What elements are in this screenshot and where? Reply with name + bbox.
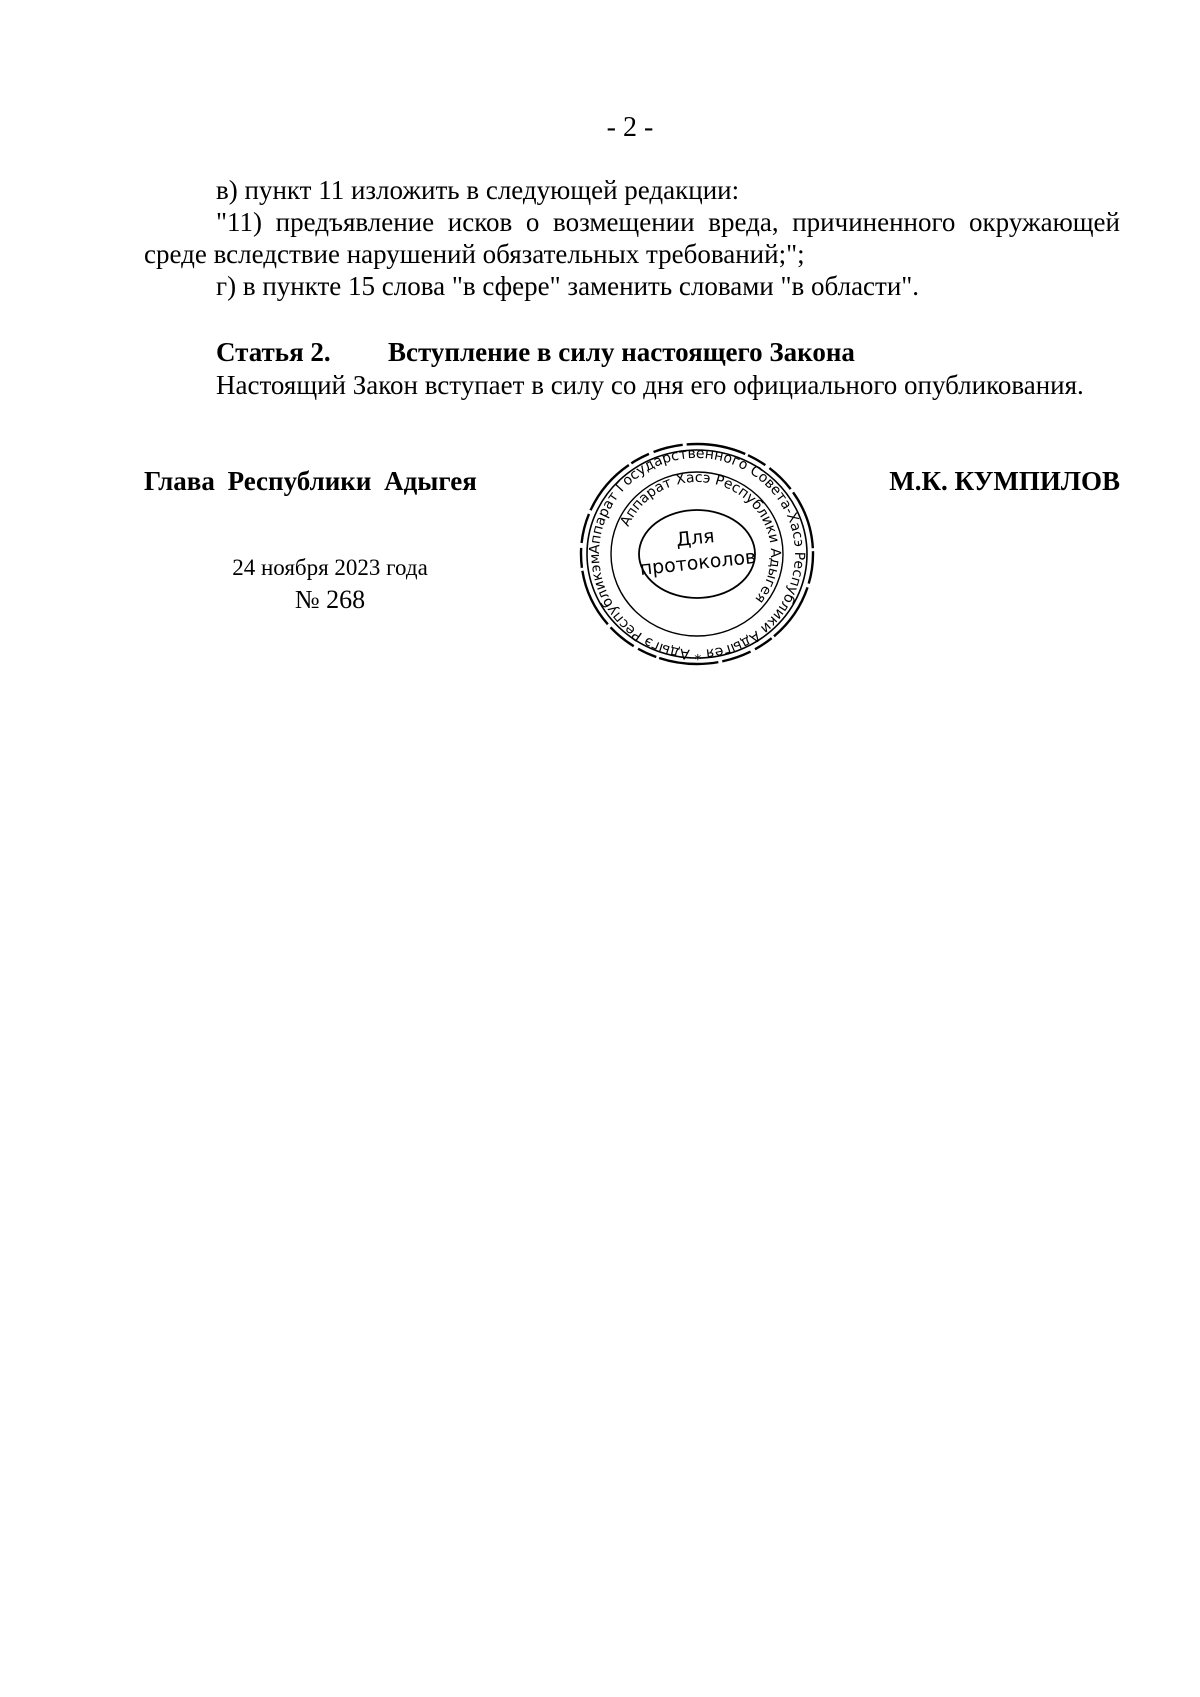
article-title: Вступление в силу настоящего Закона: [388, 337, 855, 367]
stamp-center-line-2: протоколов: [638, 545, 758, 580]
amendment-paragraphs: [144, 174, 1120, 302]
date-block: [210, 552, 450, 616]
page-number: - 2 -: [606, 112, 654, 143]
stamp-inner-ring-text: Аппарат Хасэ Республики Адыгея: [617, 469, 784, 607]
stamp-seal-icon: [574, 438, 820, 670]
stamp-center-line-1: Для: [675, 525, 716, 552]
law-date: 24 ноября 2023 года: [232, 555, 428, 580]
paragraph-item-11: "11) предъявление исков о возмещении вреда, причиненного окружающей среде вследствие нарушений обязательных требований;";: [144, 207, 1120, 269]
article-text: Настоящий Закон вступает в силу со дня его официального опубликования.: [216, 370, 1084, 400]
article-number: Статья 2.: [216, 337, 331, 367]
law-number: № 268: [294, 585, 366, 614]
signatory-title: Глава Республики Адыгея: [144, 466, 477, 496]
article-heading: [216, 337, 855, 368]
signatory-name: М.К. КУМПИЛОВ: [889, 466, 1120, 496]
official-stamp: [574, 438, 820, 670]
stamp-outer-ring-text: Аппарат Государственного Совета-Хасэ Республики Адыгея * Адыгэ Республикэм: [586, 445, 808, 663]
paragraph-v: в) пункт 11 изложить в следующей редакции:: [216, 175, 740, 205]
paragraph-g: г) в пункте 15 слова "в сфере" заменить словами "в области".: [216, 271, 920, 301]
